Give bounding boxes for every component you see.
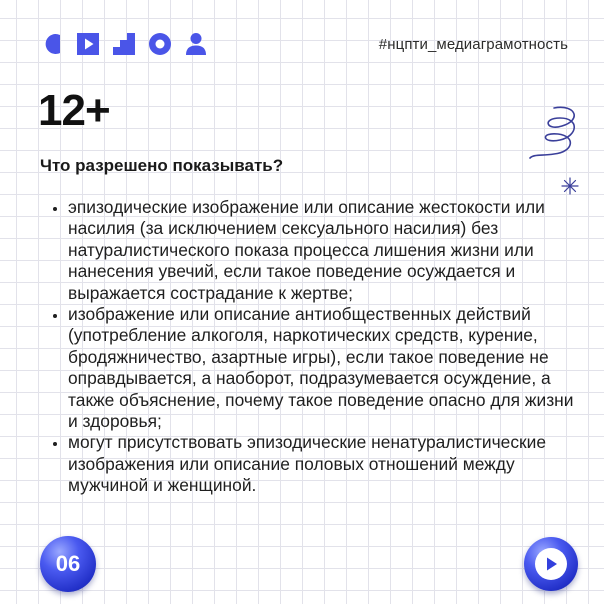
- person-icon: [184, 32, 208, 56]
- header-icon-row: [40, 32, 208, 56]
- list-item: • эпизодические изображение или описание жестокости или насилия (за исключением сексуального насилия) без натуралистического показа процесса лишения жизни или нанесения увечий, если такое поведение осуждается и выражается сострадание к жертве;: [68, 197, 588, 304]
- decorative-scribble-icon: [522, 104, 588, 204]
- play-icon: [542, 555, 560, 573]
- target-icon: [148, 32, 172, 56]
- page-number-badge: [40, 536, 96, 592]
- play-square-icon: [76, 32, 100, 56]
- list-item: • могут присутствовать эпизодические ненатуралистические изображения или описание половых отношений между мужчиной и женщиной.: [68, 432, 588, 496]
- next-slide-button[interactable]: [524, 537, 578, 591]
- next-button-inner: [535, 548, 567, 580]
- list-item: • изображение или описание антиобщественных действий (употребление алкоголя, наркотических средств, курение, бродяжничество, азартные игры), если такое поведение не оправдывается, а наоборот, подразумевается осуждение, а также объяснение, почему такое поведение опасно для жизни и здоровья;: [68, 304, 588, 432]
- sparkle-icon: [562, 178, 578, 194]
- section-question: Что разрешено показывать?: [40, 156, 284, 175]
- half-circle-icon: [40, 32, 64, 56]
- page-number: 06: [55, 551, 81, 576]
- allowed-content-list: [48, 197, 588, 497]
- age-rating-title: 12+: [38, 86, 110, 135]
- hashtag-label: #нцпти_медиаграмотность: [378, 36, 568, 53]
- stairs-icon: [112, 32, 136, 56]
